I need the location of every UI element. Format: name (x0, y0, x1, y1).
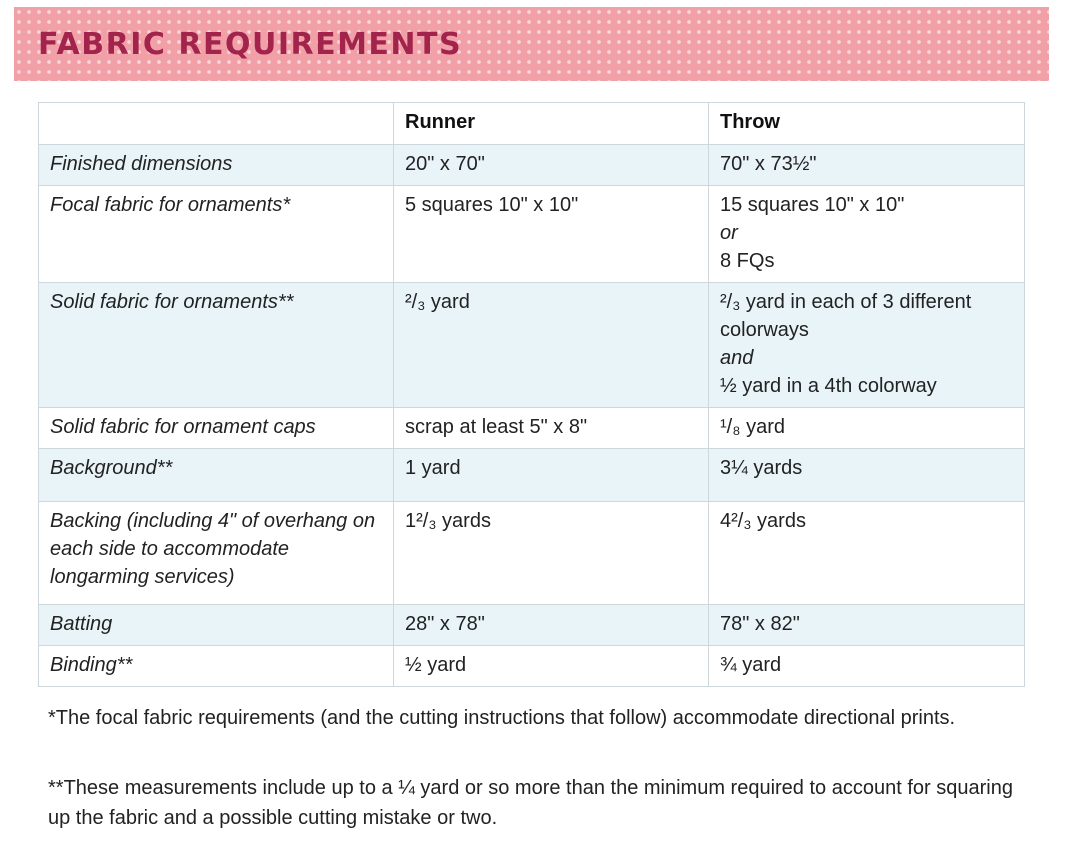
table-row (39, 605, 1025, 646)
section-title: FABRIC REQUIREMENTS (38, 27, 463, 62)
throw-cell (709, 186, 1025, 283)
table-row (39, 502, 1025, 605)
footnote-measurements: **These measurements include up to a ¼ yard or so more than the minimum required to account for squaring up the fabric and a possible cutting mistake or two. (48, 777, 1013, 829)
throw-cell: ¹/₈ yard (709, 408, 1025, 449)
row-label: Focal fabric for ornaments* (39, 186, 394, 283)
throw-line: ½ yard in a 4th colorway (720, 375, 937, 397)
runner-cell: 1 yard (394, 449, 709, 502)
throw-line: 15 squares 10" x 10" (720, 194, 905, 216)
throw-cell (709, 283, 1025, 408)
table-header-row (39, 103, 1025, 145)
row-label: Batting (39, 605, 394, 646)
header-throw: Throw (709, 103, 1025, 145)
row-label: Backing (including 4" of overhang on each side to accommodate longarming services) (39, 502, 394, 605)
runner-cell: ²/₃ yard (394, 283, 709, 408)
runner-cell: 1²/₃ yards (394, 502, 709, 605)
table-row (39, 449, 1025, 502)
runner-cell: ½ yard (394, 646, 709, 687)
runner-cell: 28" x 78" (394, 605, 709, 646)
row-label: Background** (39, 449, 394, 502)
throw-line: ²/₃ yard in each of 3 different colorways (720, 291, 972, 341)
header-runner: Runner (394, 103, 709, 145)
header-empty (39, 103, 394, 145)
row-label: Binding** (39, 646, 394, 687)
throw-cell: 4²/₃ yards (709, 502, 1025, 605)
throw-cell: ¾ yard (709, 646, 1025, 687)
throw-line: 8 FQs (720, 250, 775, 272)
table-row (39, 145, 1025, 186)
footnote-focal-fabric: *The focal fabric requirements (and the cutting instructions that follow) accommodate directional prints. (48, 707, 956, 729)
fabric-requirements-table (38, 102, 1025, 687)
throw-cell: 3¼ yards (709, 449, 1025, 502)
row-label: Solid fabric for ornaments** (39, 283, 394, 408)
row-label: Finished dimensions (39, 145, 394, 186)
runner-cell: scrap at least 5" x 8" (394, 408, 709, 449)
section-banner (14, 7, 1049, 81)
table-row (39, 646, 1025, 687)
runner-cell: 5 squares 10" x 10" (394, 186, 709, 283)
runner-cell: 20" x 70" (394, 145, 709, 186)
throw-cell: 70" x 73½" (709, 145, 1025, 186)
table-row (39, 283, 1025, 408)
table-row (39, 408, 1025, 449)
throw-conjunction: and (720, 347, 754, 369)
throw-cell: 78" x 82" (709, 605, 1025, 646)
row-label: Solid fabric for ornament caps (39, 408, 394, 449)
throw-conjunction: or (720, 222, 738, 244)
table-row (39, 186, 1025, 283)
